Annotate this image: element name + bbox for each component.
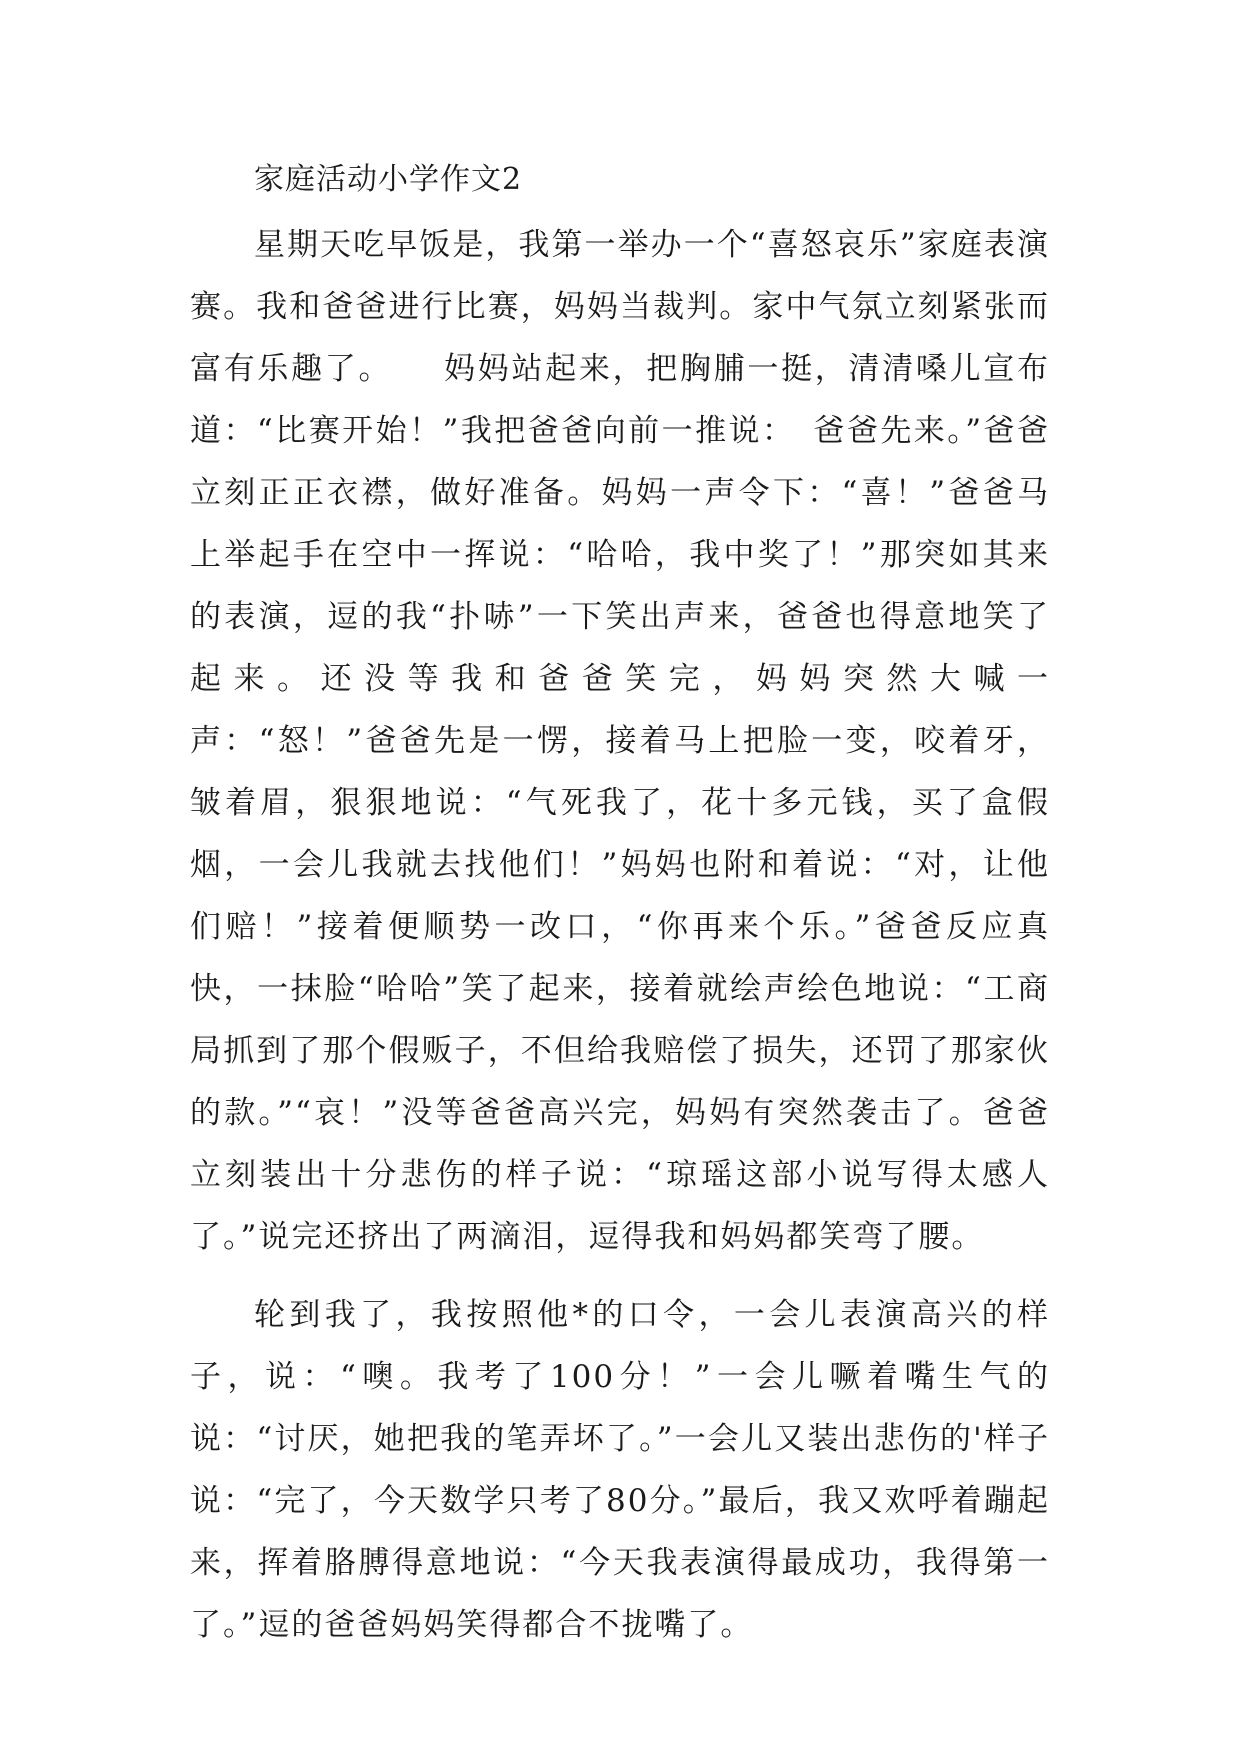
document-title: 家庭活动小学作文2 (254, 162, 523, 197)
paragraph-1: 星期天吃早饭是，我第一举办一个“喜怒哀乐”家庭表演赛。我和爸爸进行比赛，妈妈当裁判。家中气氛立刻紧张而富有乐趣了。 妈妈站起来，把胸脯一挺，清清嗓儿宣布道：“比赛开始！”我把爸爸向前一推说： 爸爸先来。”爸爸立刻正正衣襟，做好准备。妈妈一声令下：“喜！”爸爸马上举起手在空中一挥说：“哈哈，我中奖了！”那突如其来的表演，逗的我“扑哧”一下笑出声来，爸爸也得意地笑了起来。还没等我和爸爸笑完，妈妈突然大喊一声：“怒！”爸爸先是一愣，接着马上把脸一变，咬着牙，皱着眉，狠狠地说：“气死我了，花十多元钱，买了盒假烟，一会儿我就去找他们！”妈妈也附和着说：“对，让他们赔！”接着便顺势一改口，“你再来个乐。”爸爸反应真快，一抹脸“哈哈”笑了起来，接着就绘声绘色地说：“工商局抓到了那个假贩子，不但给我赔偿了损失，还罚了那家伙的款。”“哀！”没等爸爸高兴完，妈妈有突然袭击了。爸爸立刻装出十分悲伤的样子说：“琼瑶这部小说写得太感人了。”说完还挤出了两滴泪，逗得我和妈妈都笑弯了腰。 (190, 227, 1050, 1255)
paragraph-2: 轮到我了，我按照他*的口令，一会儿表演高兴的样子，说：“噢。我考了100分！”一会儿噘着嘴生气的说：“讨厌，她把我的笔弄坏了。”一会儿又装出悲伤的'样子说：“完了，今天数学只考了80分。”最后，我又欢呼着蹦起来，挥着胳膊得意地说：“今天我表演得最成功，我得第一了。”逗的爸爸妈妈笑得都合不拢嘴了。 (190, 1297, 1050, 1643)
document-page (190, 160, 1050, 1656)
